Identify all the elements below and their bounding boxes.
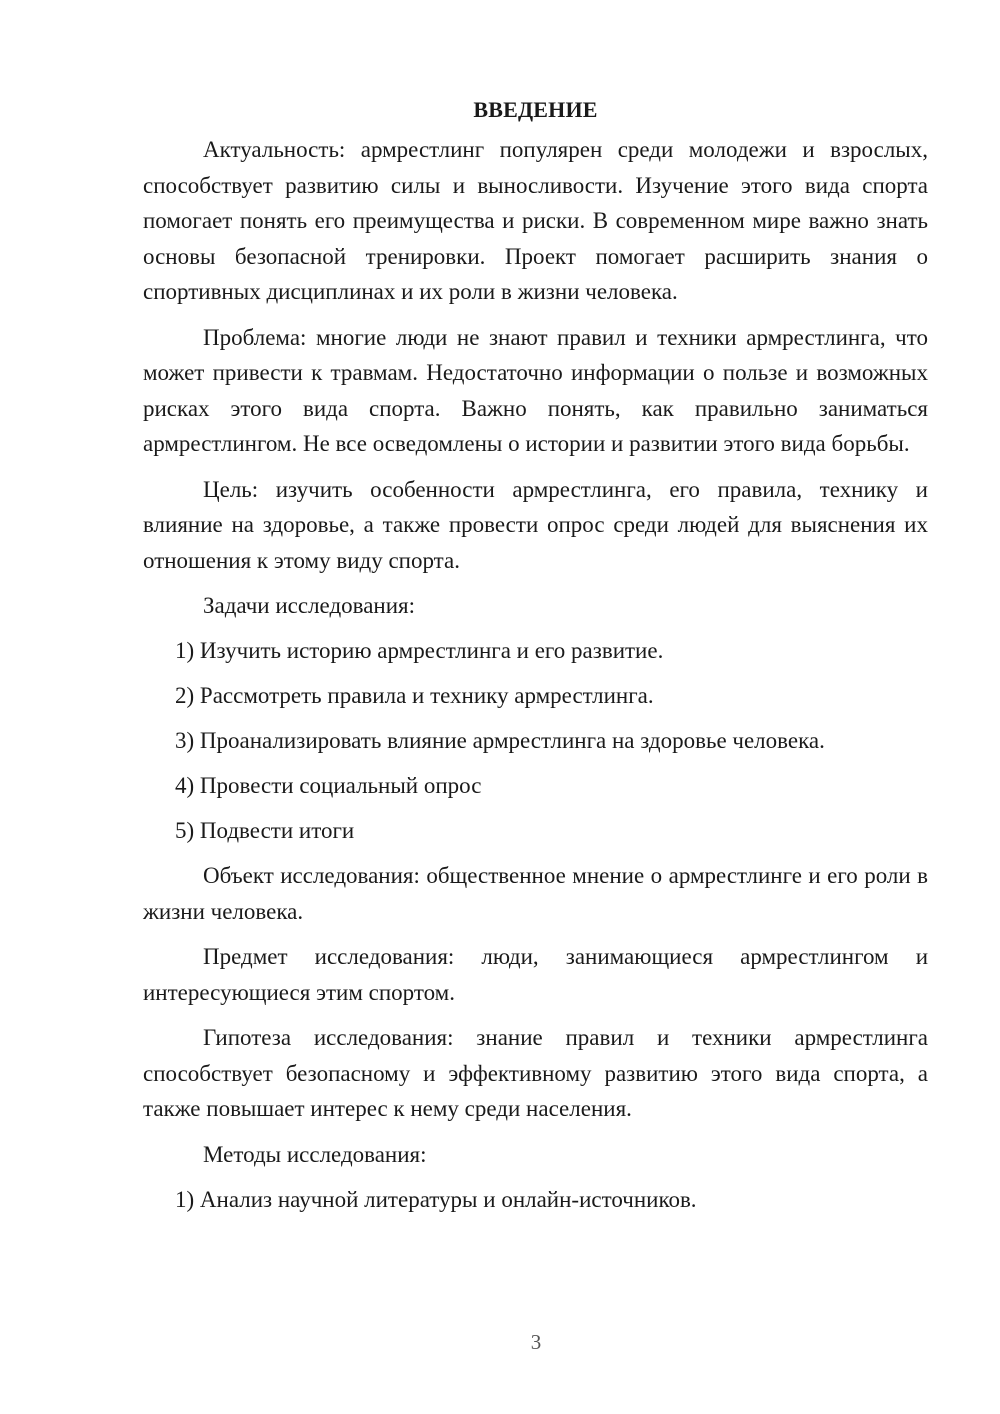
subject-paragraph: Предмет исследования: люди, занимающиеся армрестлингом и интересующиеся этим спортом. [143,944,928,1005]
methods-heading: Методы исследования: [203,1141,427,1167]
list-item: 3) Проанализировать влияние армрестлинга на здоровье человека. [175,728,825,753]
page-number: 3 [530,1330,542,1354]
goal-paragraph: Цель: изучить особенности армрестлинга, его правила, технику и влияние на здоровье, а также провести опрос среди людей для выяснения их отношения к этому виду спорта. [143,476,928,573]
problem-paragraph: Проблема: многие люди не знают правил и техники армрестлинга, что может привести к травмам. Недостаточно информации о пользе и возможных рисках этого вида спорта. Важно понять, как правильно заниматься армрестлингом. Не все осведомлены о истории и развитии этого вида борьбы. [143,324,928,456]
document-page [143,92,928,1227]
list-item: 2) Рассмотреть правила и технику армрестлинга. [175,683,654,708]
page-title: ВВЕДЕНИЕ [473,97,598,122]
tasks-list [143,633,928,848]
list-item: 5) Подвести итоги [175,818,355,843]
tasks-heading: Задачи исследования: [203,593,416,618]
hypothesis-paragraph: Гипотеза исследования: знание правил и техники армрестлинга способствует безопасному и эффективному развитию этого вида спорта, а также повышает интерес к нему среди населения. [143,1025,928,1121]
list-item: 4) Провести социальный опрос [175,773,482,798]
methods-list [143,1182,928,1217]
relevance-paragraph: Актуальность: армрестлинг популярен среди молодежи и взрослых, способствует развитию силы и выносливости. Изучение этого вида спорта помогает понять его преимущества и риски. В современном мире важно знать основы безопасной тренировки. Проект помогает расширить знания о спортивных дисциплинах и их роли в жизни человека. [143,137,928,304]
list-item: 1) Изучить историю армрестлинга и его развитие. [175,638,664,663]
object-paragraph: Объект исследования: общественное мнение о армрестлинге и его роли в жизни человека. [143,863,928,924]
list-item: 1) Анализ научной литературы и онлайн-источников. [175,1186,697,1212]
